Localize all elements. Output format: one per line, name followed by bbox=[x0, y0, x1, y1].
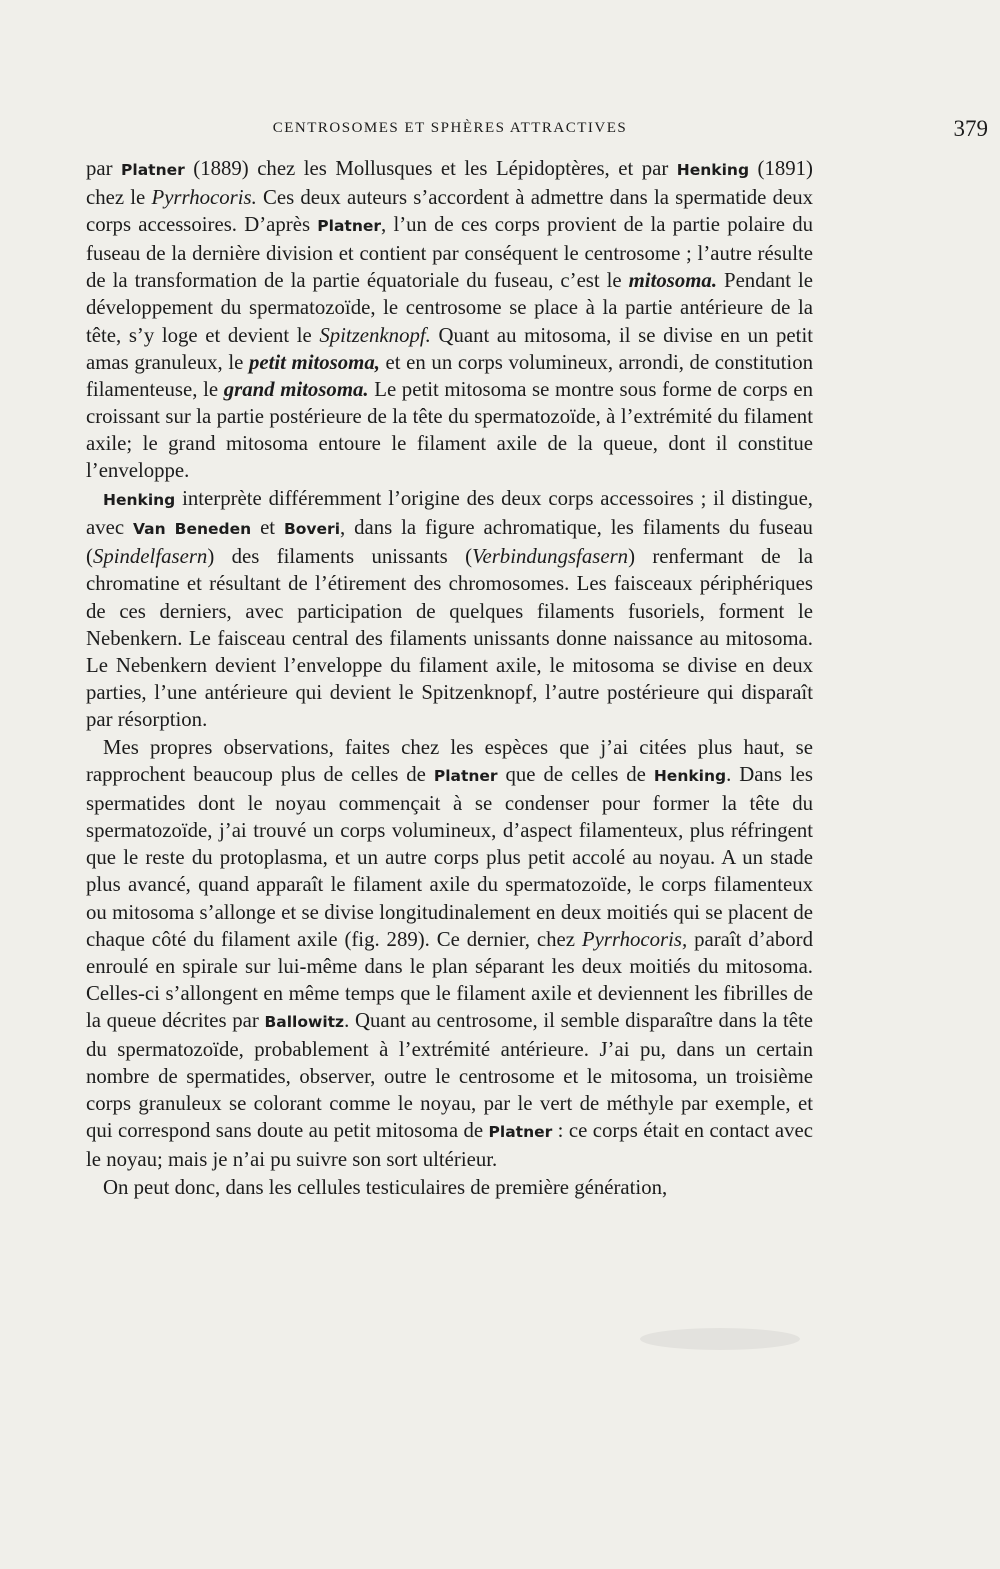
text-run: ) des filaments unissants ( bbox=[207, 545, 473, 569]
author-name: Platner bbox=[433, 767, 498, 786]
text-run: (1891) chez le bbox=[86, 157, 813, 210]
author-name: Henking bbox=[653, 767, 727, 786]
paragraph bbox=[86, 155, 813, 484]
paragraph bbox=[86, 485, 813, 733]
author-name: Van Beneden bbox=[132, 520, 252, 539]
paragraph bbox=[86, 1174, 813, 1201]
author-name: Henking bbox=[103, 491, 176, 510]
author-name: Platner bbox=[317, 217, 382, 236]
emphasis-text: grand mitosoma. bbox=[223, 377, 369, 401]
paper-smudge bbox=[640, 1328, 800, 1350]
author-name: Platner bbox=[121, 161, 185, 179]
text-run: , l’un de ces corps provient de la partie polaire du fuseau de la dernière division et contient par conséquent le centrosome ; l’autre résulte de la transformation de la partie équatoriale du fuseau, c’est le bbox=[86, 213, 813, 293]
author-name: Ballowitz bbox=[264, 1012, 345, 1031]
emphasis-text: Verbindungsfasern bbox=[472, 545, 629, 569]
emphasis-text: mitosoma. bbox=[628, 269, 718, 293]
text-run: Mes propres observations, faites chez les espèces que j’ai citées plus haut, se rapprochent beaucoup plus de celles de bbox=[86, 735, 813, 787]
text-run: que de celles de bbox=[497, 763, 654, 787]
text-run: On peut donc, dans les cellules testiculaires de première génération, bbox=[103, 1176, 668, 1200]
text-run: , dans la figure achromatique, les filaments du fuseau ( bbox=[86, 516, 813, 569]
paragraph bbox=[86, 734, 813, 1174]
text-run: Ces deux auteurs s’accordent à admettre dans la spermatide deux corps accessoires. D’après bbox=[86, 186, 813, 237]
text-run: Pendant le développement du spermatozoïde, le centrosome se place à la partie antérieure de la tête, s’y loge et devient le bbox=[86, 269, 813, 347]
author-name: Henking bbox=[676, 161, 750, 179]
author-name: Boveri bbox=[283, 520, 341, 539]
text-run: paraît d’abord enroulé en spirale sur lui-même dans le plan séparant les deux moitiés du mitosoma. Celles-ci s’allongent en même temps que le filament axile et deviennent les fibrilles de la queue décrites par bbox=[86, 927, 813, 1032]
text-run: et en un corps volumineux, arrondi, de constitution filamenteuse, le bbox=[86, 350, 813, 401]
emphasis-text: Spitzenknopf. bbox=[319, 323, 431, 347]
text-run: . Dans les spermatides dont le noyau commençait à se condenser pour former la tête du spermatozoïde, j’ai trouvé un corps volumineux, d’aspect filamenteux, plus réfringent que le reste du protoplasma, et un autre corps plus petit accolé au noyau. A un stade plus avancé, quand apparaît le filament axile du spermatozoïde, le corps filamenteux ou mitosoma s’allonge et se divise longitudinalement en deux moitiés qui se placent de chaque côté du filament axile (fig. 289). Ce dernier, chez bbox=[86, 763, 814, 951]
page-number: 379 bbox=[953, 116, 988, 141]
text-run: Le petit mitosoma se montre sous forme de corps en croissant sur la partie postérieure de la tête du spermatozoïde, à l’extrémité du filament axile; le grand mitosoma entoure le filament axile de la queue, dont il constitue l’enveloppe. bbox=[86, 377, 813, 483]
text-run: par bbox=[86, 157, 122, 180]
emphasis-text: Spindelfasern bbox=[92, 545, 208, 569]
text-run: (1889) chez les Mollusques et les Lépidoptères, et par bbox=[184, 157, 677, 180]
text-run: interprète différemment l’origine des deux corps accessoires ; il distingue, avec bbox=[86, 487, 813, 540]
text-run: Quant au mitosoma, il se divise en un petit amas granuleux, le bbox=[86, 323, 813, 374]
text-run: ) renfermant de la chromatine et résultant de l’étirement des chromosomes. Les faisceaux périphériques de ces derniers, avec participation de quelques filaments fusoriels, forment le Nebenkern. Le faisceau central des filaments unissants donne naissance au mitosoma. Le Nebenkern devient l’enveloppe du filament axile, le mitosoma se divise en deux parties, l’une antérieure qui devient le Spitzenknopf, l’autre postérieure qui disparaît par résorption. bbox=[86, 545, 813, 731]
author-name: Platner bbox=[488, 1123, 553, 1142]
emphasis-text: Pyrrhocoris. bbox=[151, 186, 257, 210]
emphasis-text: Pyrrhocoris, bbox=[581, 927, 688, 951]
text-run: . Quant au centrosome, il semble disparaître dans la tête du spermatozoïde, probablement à l’extrémité antérieure. J’ai pu, dans un certain nombre de spermatides, observer, outre le centrosome et le mitosoma, un troisième corps granuleux se colorant comme le noyau, par le vert de méthyle par exemple, et qui correspond sans doute au petit mitosoma de bbox=[86, 1008, 813, 1143]
text-run: : ce corps était en contact avec le noyau; mais je n’ai pu suivre son sort ultérieur. bbox=[86, 1119, 813, 1172]
text-run: et bbox=[251, 516, 284, 540]
emphasis-text: petit mitosoma, bbox=[248, 350, 380, 374]
body-text bbox=[86, 155, 813, 1202]
page-header bbox=[86, 116, 988, 148]
running-title: CENTROSOMES ET SPHÈRES ATTRACTIVES bbox=[272, 120, 628, 136]
